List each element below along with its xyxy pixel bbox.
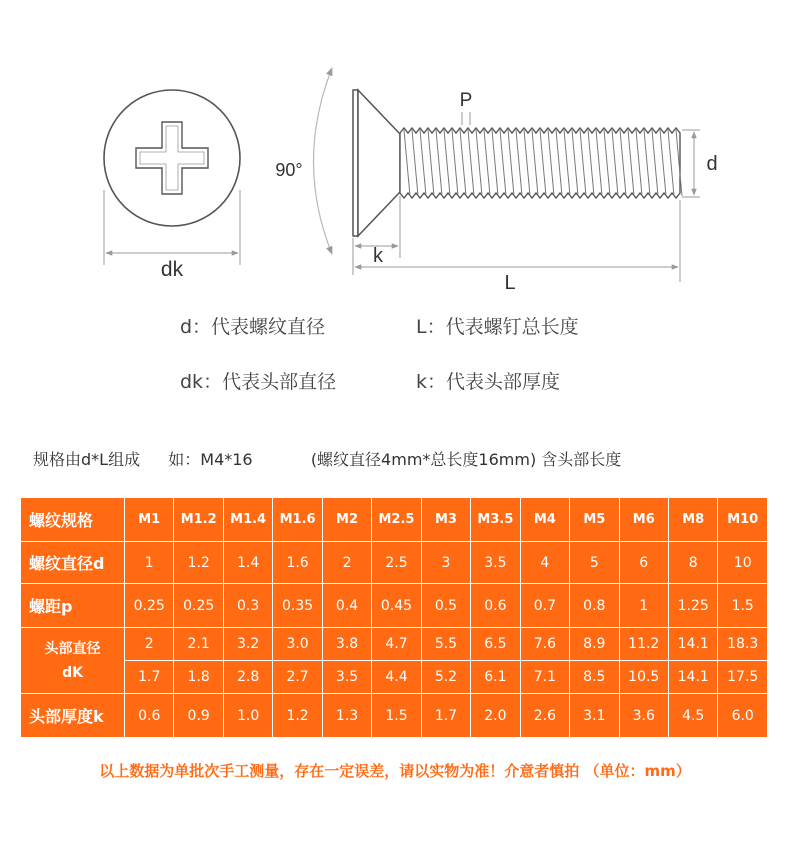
table-cell: 4.5	[668, 694, 717, 738]
table-row-p	[21, 584, 768, 628]
table-cell: 2	[125, 628, 174, 661]
table-cell: 3.1	[570, 694, 619, 738]
table-cell: 2	[322, 542, 371, 584]
table-row-dk-max	[21, 628, 768, 661]
table-cell: 0.3	[223, 584, 272, 628]
table-cell: 1.7	[421, 694, 470, 738]
table-cell: 10.5	[619, 661, 668, 694]
screw-diagram	[0, 0, 790, 300]
table-cell: 1	[125, 542, 174, 584]
angle-label: 90°	[275, 160, 303, 180]
table-cell: 6	[619, 542, 668, 584]
table-cell: M1	[125, 498, 174, 542]
row-label-k: 头部厚度k	[21, 694, 125, 738]
table-cell: 8	[668, 542, 717, 584]
table-cell: M6	[619, 498, 668, 542]
table-cell: 0.45	[372, 584, 421, 628]
table-cell: 5	[570, 542, 619, 584]
table-cell: 14.1	[668, 661, 717, 694]
screw-side-view	[275, 68, 717, 294]
table-cell: 0.25	[125, 584, 174, 628]
table-row-k	[21, 694, 768, 738]
table-cell: 1.25	[668, 584, 717, 628]
table-cell: 6.1	[471, 661, 520, 694]
table-cell: 2.0	[471, 694, 520, 738]
table-cell: 0.35	[273, 584, 322, 628]
table-cell: 14.1	[668, 628, 717, 661]
table-cell: 1.0	[223, 694, 272, 738]
table-cell: M2.5	[372, 498, 421, 542]
table-cell: 8.5	[570, 661, 619, 694]
table-cell: 3.8	[322, 628, 371, 661]
table-cell: M3	[421, 498, 470, 542]
table-cell: 3.5	[471, 542, 520, 584]
table-cell: 1.2	[174, 542, 223, 584]
row-label-dk-line2: dK	[62, 664, 83, 681]
angle-arc	[314, 68, 333, 254]
table-cell: 8.9	[570, 628, 619, 661]
table-cell: M8	[668, 498, 717, 542]
spec-example: 如：M4*16	[168, 450, 253, 469]
L-label: L	[504, 272, 516, 294]
table-cell: 2.7	[273, 661, 322, 694]
table-cell: 1.5	[372, 694, 421, 738]
table-row-d	[21, 542, 768, 584]
table-cell: M3.5	[471, 498, 520, 542]
table-cell: 3	[421, 542, 470, 584]
table-cell: 17.5	[718, 661, 768, 694]
table-cell: 0.4	[322, 584, 371, 628]
table-cell: 0.7	[520, 584, 569, 628]
table-cell: M5	[570, 498, 619, 542]
table-cell: 3.5	[322, 661, 371, 694]
table-cell: 2.6	[520, 694, 569, 738]
table-cell: 0.8	[570, 584, 619, 628]
table-cell: 2.8	[223, 661, 272, 694]
table-cell: M1.4	[223, 498, 272, 542]
table-cell: 7.6	[520, 628, 569, 661]
legend-k: k：代表头部厚度	[416, 371, 561, 393]
table-cell: M2	[322, 498, 371, 542]
row-label-d: 螺纹直径d	[21, 542, 125, 584]
table-cell: 0.25	[174, 584, 223, 628]
table-cell: 18.3	[718, 628, 768, 661]
table-cell: 11.2	[619, 628, 668, 661]
row-label-spec: 螺纹规格	[21, 498, 125, 542]
table-cell: 7.1	[520, 661, 569, 694]
table-cell: 1.7	[125, 661, 174, 694]
table-cell: 1	[619, 584, 668, 628]
table-cell: 1.2	[273, 694, 322, 738]
row-label-p: 螺距p	[21, 584, 125, 628]
pitch-label: P	[459, 90, 473, 111]
table-cell: 1.4	[223, 542, 272, 584]
table-cell: 6.0	[718, 694, 768, 738]
legend-dk: dk：代表头部直径	[180, 371, 337, 393]
table-cell: M4	[520, 498, 569, 542]
spec-info	[33, 447, 621, 470]
head-top-view	[104, 90, 240, 281]
table-row-spec	[21, 498, 768, 542]
spec-text: 规格由d*L组成	[33, 450, 141, 469]
table-cell: 3.6	[619, 694, 668, 738]
table-cell: 6.5	[471, 628, 520, 661]
footer-note: 以上数据为单批次手工测量，存在一定误差，请以实物为准！介意者慎拍 （单位：mm）	[99, 762, 691, 780]
table-cell: 1.3	[322, 694, 371, 738]
table-cell: M10	[718, 498, 768, 542]
table-cell: 1.6	[273, 542, 322, 584]
table-cell: 0.6	[125, 694, 174, 738]
countersunk-head	[358, 90, 400, 236]
row-label-dk	[21, 628, 125, 694]
table-cell: 0.5	[421, 584, 470, 628]
table-cell: 2.1	[174, 628, 223, 661]
table-cell: 1.5	[718, 584, 768, 628]
table-cell: M1.6	[273, 498, 322, 542]
table-cell: 3.2	[223, 628, 272, 661]
spec-explain: (螺纹直径4mm*总长度16mm) 含头部长度	[310, 450, 622, 469]
table-cell: 5.5	[421, 628, 470, 661]
legend-d: d：代表螺纹直径	[180, 316, 326, 338]
table-cell: 0.6	[471, 584, 520, 628]
table-row-dk-min	[21, 661, 768, 694]
table-cell: 4	[520, 542, 569, 584]
table-cell: 0.9	[174, 694, 223, 738]
table-cell: 2.5	[372, 542, 421, 584]
table-cell: 1.8	[174, 661, 223, 694]
legend-L: L：代表螺钉总长度	[416, 316, 579, 338]
table-cell: 3.0	[273, 628, 322, 661]
table-cell: M1.2	[174, 498, 223, 542]
dk-label: dk	[160, 258, 184, 281]
table-cell: 4.4	[372, 661, 421, 694]
table-cell: 10	[718, 542, 768, 584]
k-label: k	[373, 245, 383, 267]
thread-body	[400, 128, 680, 198]
table-cell: 5.2	[421, 661, 470, 694]
d-label: d	[706, 153, 718, 175]
spec-table	[20, 497, 768, 738]
table-cell: 4.7	[372, 628, 421, 661]
row-label-dk-line1: 头部直径	[44, 640, 101, 657]
